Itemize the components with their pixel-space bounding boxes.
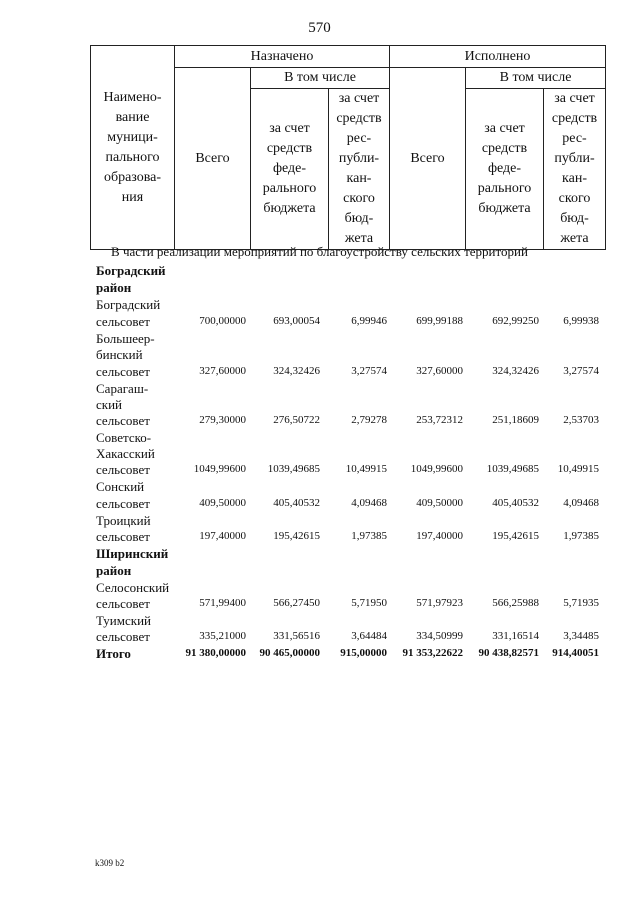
table-row: сельсовет 1049,99600 1039,49685 10,49915 1049,99600 1039,49685 10,49915: [96, 462, 599, 477]
table-row: сельсовет 279,30000 276,50722 2,79278 253,72312 251,18609 2,53703: [96, 413, 599, 428]
header-executed-including: В том числе: [466, 68, 606, 89]
section-caption: В части реализации мероприятий по благоустройству сельских территорий: [111, 244, 528, 259]
table-row: сельсовет 571,99400 566,27450 5,71950 571,97923 566,25988 5,71935: [96, 596, 599, 611]
table-row: Хакасский: [96, 446, 155, 461]
table-header: [90, 45, 606, 250]
table-row: Боградский: [96, 297, 161, 312]
header-assigned: Назначено: [175, 46, 390, 68]
footer-code: k309 b2: [95, 858, 125, 868]
header-assigned-total: Всего: [175, 68, 251, 250]
table-row: сельсовет 327,60000 324,32426 3,27574 327,60000 324,32426 3,27574: [96, 364, 599, 379]
table-row: ский: [96, 397, 122, 412]
district-header: Ширинский: [96, 546, 169, 561]
table-row: бинский: [96, 347, 143, 362]
table-row: Большеер-: [96, 331, 155, 346]
header-executed-federal: за счет средств феде- рального бюджета: [466, 89, 544, 250]
table-row: сельсовет 409,50000 405,40532 4,09468 409,50000 405,40532 4,09468: [96, 496, 599, 511]
table-row: Троицкий: [96, 513, 151, 528]
header-name-column: Наимено- вание муници- пального образова- ния: [91, 46, 175, 250]
header-executed-total: Всего: [390, 68, 466, 250]
district-header: Боградский: [96, 263, 166, 278]
district-header: район: [96, 563, 132, 578]
header-executed-republic: за счет средств рес- публи- кан- ского бюд- жета: [544, 89, 606, 250]
table-row: сельсовет 700,00000 693,00054 6,99946 699,99188 692,99250 6,99938: [96, 314, 599, 329]
table-row: сельсовет 335,21000 331,56516 3,64484 334,50999 331,16514 3,34485: [96, 629, 599, 644]
header-assigned-including: В том числе: [251, 68, 390, 89]
table-row: сельсовет 197,40000 195,42615 1,97385 197,40000 195,42615 1,97385: [96, 529, 599, 544]
header-executed: Исполнено: [390, 46, 606, 68]
table-row: Сарагаш-: [96, 381, 149, 396]
header-assigned-republic: за счет средств рес- публи- кан- ского бюд- жета: [329, 89, 390, 250]
table-row: Советско-: [96, 430, 152, 445]
table-row: Сонский: [96, 479, 145, 494]
page-number: 570: [308, 20, 331, 36]
total-row: Итого 91 380,00000 90 465,00000 915,00000 91 353,22622 90 438,82571 914,40051: [96, 646, 599, 661]
district-header: район: [96, 280, 132, 295]
table-row: Селосонский: [96, 580, 170, 595]
header-assigned-federal: за счет средств феде- рального бюджета: [251, 89, 329, 250]
table-row: Туимский: [96, 613, 151, 628]
